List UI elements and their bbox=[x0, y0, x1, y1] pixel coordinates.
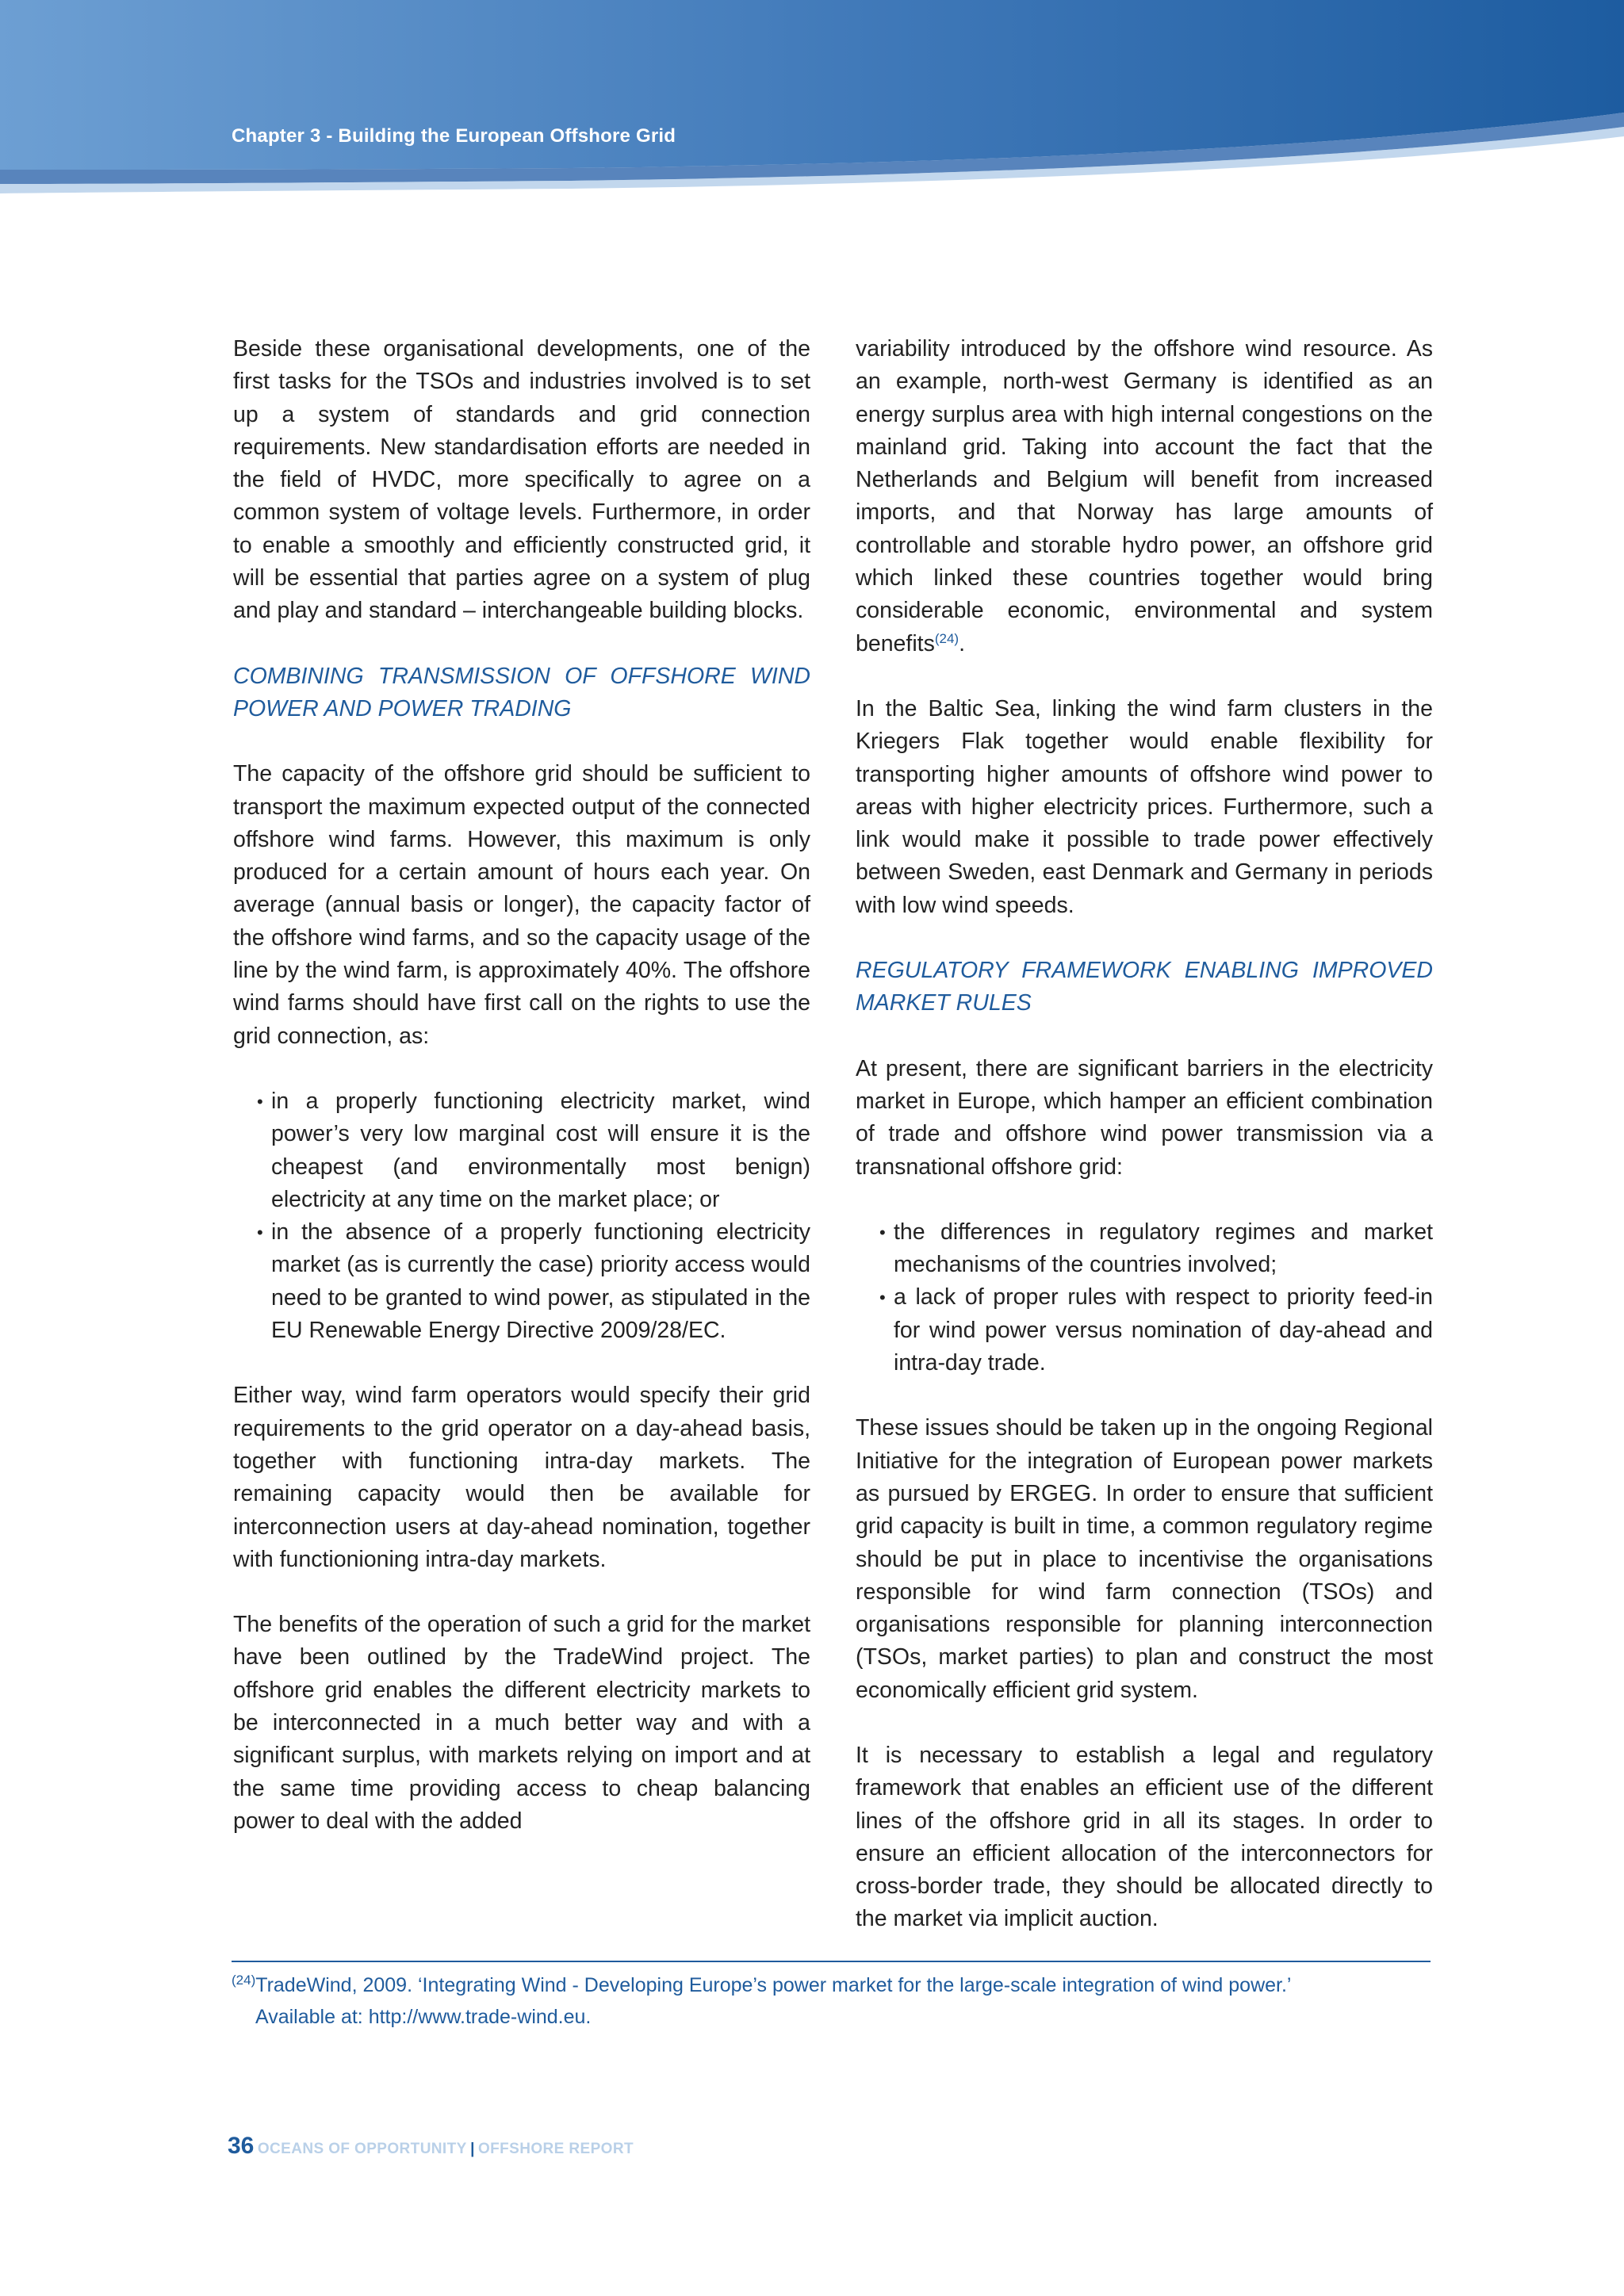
list-item bbox=[257, 1085, 810, 1216]
right-column bbox=[856, 333, 1433, 1969]
bullet-icon: • bbox=[257, 1091, 263, 1112]
footnote-number: (24) bbox=[232, 1973, 256, 1988]
bullet-icon: • bbox=[879, 1222, 886, 1242]
page-number: 36 bbox=[228, 2133, 255, 2159]
list-item-text: a lack of proper rules with respect to priority feed-in for wind power versus nomination of day-ahead and intra-day trade. bbox=[894, 1284, 1433, 1376]
list-item bbox=[879, 1281, 1433, 1380]
bullet-icon: • bbox=[879, 1288, 886, 1308]
section-heading-combining-transmission: COMBINING TRANSMISSION OF OFFSHORE WIND POWER AND POWER TRADING bbox=[233, 663, 810, 721]
section-heading-regulatory-framework: REGULATORY FRAMEWORK ENABLING IMPROVED MARKET RULES bbox=[856, 958, 1433, 1016]
body-text-end: . bbox=[959, 630, 965, 656]
body-text: variability introduced by the offshore wind resource. As an example, north-west Germany is identified as an energy surplus area with high internal congestions on the mainland grid. Taking into account the fact that the Netherlands and Belgium will benefit from increased imports, and that Norway has large amounts of controllable and storable hydro power, an offshore grid which linked these countries together would bring considerable economic, environmental and system benefits bbox=[856, 336, 1433, 656]
footer-separator: | bbox=[470, 2141, 475, 2157]
list-item-text: in a properly functioning electricity market, wind power’s very low marginal cost will ensure it is the cheapest (and environmentally most benign) electricity at any time on the market place; or bbox=[271, 1088, 810, 1212]
bullet-icon: • bbox=[257, 1223, 263, 1243]
body-paragraph: In the Baltic Sea, linking the wind farm clusters in the Kriegers Flak together would enable flexibility for transporting higher amounts of offshore wind power to areas with higher electricity prices. Furthermore, such a link would make it possible to trade power effectively between Sweden, east Denmark and Germany in periods with low wind speeds. bbox=[856, 695, 1433, 918]
header-wave-banner bbox=[0, 0, 1624, 206]
left-column bbox=[233, 333, 810, 1870]
list-item bbox=[879, 1216, 1433, 1282]
page-footer bbox=[228, 2133, 634, 2160]
body-paragraph: Either way, wind farm operators would specify their grid requirements to the grid operator on a day-ahead basis, together with functioning intra-day markets. The remaining capacity would then be available for interconnection users at day-ahead nomination, together with functionioning intra-day markets. bbox=[233, 1383, 810, 1572]
footnote-divider bbox=[232, 1961, 1431, 1962]
body-paragraph: It is necessary to establish a legal and regulatory framework that enables an efficient use of the different lines of the offshore grid in all its stages. In order to ensure an efficient allocation of the interconnectors for cross-border trade, they should be allocated directly to the market via implicit auction. bbox=[856, 1742, 1433, 1932]
publication-title: OCEANS OF OPPORTUNITY bbox=[257, 2141, 467, 2157]
body-paragraph: The capacity of the offshore grid should be sufficient to transport the maximum expected output of the connected offshore wind farms. However, this maximum is only produced for a certain amount of hours each year. On average (annual basis or longer), the capacity factor of the offshore wind farms, and so the capacity usage of the line by the wind farm, is approximately 40%. The offshore wind farms should have first call on the rights to use the grid connection, as: bbox=[233, 761, 810, 1049]
body-paragraph: The benefits of the operation of such a grid for the market have been outlined by the TradeWind project. The offshore grid enables the different electricity markets to be interconnected in a much better way and with a significant surplus, with markets relying on import and at the same time providing access to cheap balancing power to deal with the added bbox=[233, 1612, 810, 1834]
bullet-list bbox=[233, 1085, 810, 1347]
footnote-citation: TradeWind, 2009. ‘Integrating Wind - Developing Europe’s power market for the large-scale integration of wind power.’ bbox=[255, 1974, 1292, 1996]
bullet-list bbox=[856, 1216, 1433, 1380]
footnote-url-line[interactable]: Available at: http://www.trade-wind.eu. bbox=[255, 2006, 592, 2028]
body-paragraph: At present, there are significant barriers in the electricity market in Europe, which hamper an efficient combination of trade and offshore wind power transmission via a transnational offshore grid: bbox=[856, 1055, 1433, 1180]
body-paragraph: These issues should be taken up in the ongoing Regional Initiative for the integration of European power markets as pursued by ERGEG. In order to ensure that sufficient grid capacity is built in time, a common regulatory regime should be put in place to incentivise the organisations responsible for wind farm connection (TSOs) and organisations responsible for planning interconnection (TSOs, market parties) to plan and construct the most economically efficient grid system. bbox=[856, 1415, 1433, 1703]
list-item-text: the differences in regulatory regimes and market mechanisms of the countries involved; bbox=[894, 1219, 1433, 1278]
footnote-reference[interactable]: (24) bbox=[934, 630, 959, 646]
body-paragraph: Beside these organisational developments, one of the first tasks for the TSOs and industries involved is to set up a system of standards and grid connection requirements. New standardisation efforts are needed in the field of HVDC, more specifically to agree on a common system of voltage levels. Furthermore, in order to enable a smoothly and efficiently constructed grid, it will be essential that parties agree on a system of plug and play and standard – interchangeable building blocks. bbox=[233, 336, 810, 624]
body-paragraph bbox=[856, 333, 1433, 660]
report-title: OFFSHORE REPORT bbox=[477, 2141, 634, 2157]
footnote bbox=[232, 1969, 1500, 2033]
list-item bbox=[257, 1216, 810, 1347]
list-item-text: in the absence of a properly functioning electricity market (as is currently the case) priority access would need to be granted to wind power, as stipulated in the EU Renewable Energy Directive 2009/28/EC. bbox=[271, 1219, 810, 1344]
chapter-title: Chapter 3 - Building the European Offshore Grid bbox=[232, 125, 676, 147]
footnote-line bbox=[232, 1969, 1500, 2001]
